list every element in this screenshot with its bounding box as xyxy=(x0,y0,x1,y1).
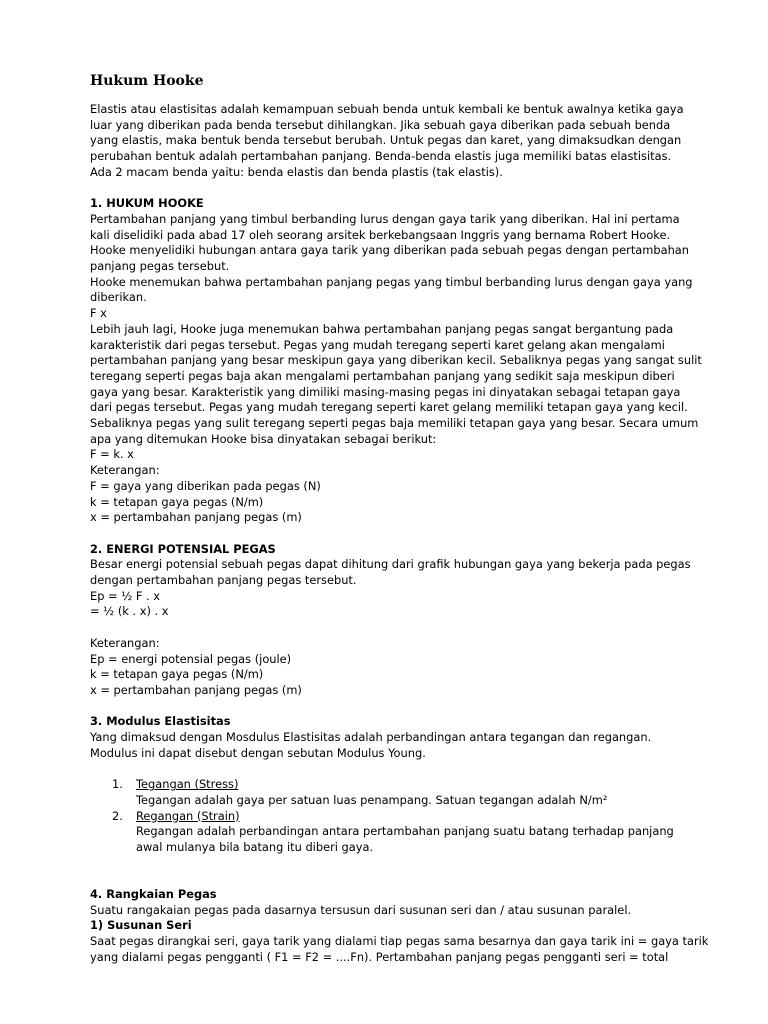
section1-line: pertambahan panjang yang besar meskipun gaya yang diberikan kecil. Sebaliknya pegas yang sangat sulit xyxy=(90,353,702,368)
section4-line: yang dialami pegas pengganti ( F1 = F2 = ....Fn). Pertambahan panjang pegas pengganti seri = total xyxy=(90,949,669,964)
section1-line: teregang seperti pegas baja akan mengalami pertambahan panjang yang sedikit saja meskipun diberi xyxy=(90,368,675,383)
formula-f-kx: F = k. x xyxy=(90,447,134,462)
section1-line: Hooke menyelidiki hubungan antara gaya tarik yang diberikan pada sebuah pegas dengan pertambahan xyxy=(90,243,689,258)
section4-line: Saat pegas dirangkai seri, gaya tarik yang dialami tiap pegas sama besarnya dan gaya tarik ini = gaya tarik xyxy=(90,934,709,949)
section-heading-hukum-hooke: 1. HUKUM HOOKE xyxy=(90,196,204,211)
spacer xyxy=(90,181,710,197)
spacer xyxy=(90,699,710,715)
keterangan-label: Keterangan: xyxy=(90,463,160,478)
section2-line: dengan pertambahan panjang pegas tersebut. xyxy=(90,573,357,588)
section1-line: dari pegas tersebut. Pegas yang mudah teregang seperti karet gelang memiliki tetapan gaya yang kecil. xyxy=(90,400,688,415)
formula-ep: Ep = ½ F . x xyxy=(90,588,161,603)
section1-line: panjang pegas tersebut. xyxy=(90,259,230,274)
section1-line: diberikan. xyxy=(90,290,147,305)
intro-line: yang elastis, maka bentuk benda tersebut berubah. Untuk pegas dan karet, yang dimaksudkan dengan xyxy=(90,133,682,148)
numbered-list xyxy=(90,777,710,856)
list-item-text: Regangan adalah perbandingan antara pertambahan panjang suatu batang terhadap panjang xyxy=(136,824,674,839)
section1-line: karakteristik dari pegas tersebut. Pegas yang mudah teregang seperti karet gelang akan mengalami xyxy=(90,337,665,352)
section3-line: Modulus ini dapat disebut dengan sebutan Modulus Young. xyxy=(90,745,426,760)
list-item-text: Tegangan adalah gaya per satuan luas penampang. Satuan tegangan adalah N/m² xyxy=(136,792,608,807)
intro-line: luar yang diberikan pada benda tersebut dihilangkan. Jika sebuah gaya diberikan pada sebuah benda xyxy=(90,117,671,132)
definition-line: Ep = energi potensial pegas (joule) xyxy=(90,651,292,666)
definition-line: k = tetapan gaya pegas (N/m) xyxy=(90,494,264,509)
list-item xyxy=(90,777,710,808)
section1-line: gaya yang besar. Karakteristik yang dimiliki masing-masing pegas ini dinyatakan sebagai tetapan gaya xyxy=(90,384,681,399)
section3-line: Yang dimaksud dengan Mosdulus Elastisitas adalah perbandingan antara tegangan dan regangan. xyxy=(90,730,652,745)
intro-line: perubahan bentuk adalah pertambahan panjang. Benda-benda elastis juga memiliki batas elastisitas. xyxy=(90,149,672,164)
document-page xyxy=(90,72,710,966)
section-heading-energi-potensial: 2. ENERGI POTENSIAL PEGAS xyxy=(90,541,276,556)
spacer xyxy=(90,871,710,887)
section2-line: Besar energi potensial sebuah pegas dapat dihitung dari grafik hubungan gaya yang bekerja pada pegas xyxy=(90,557,691,572)
section1-line: apa yang ditemukan Hooke bisa dinyatakan sebagai berikut: xyxy=(90,431,437,446)
spacer xyxy=(90,761,710,777)
list-number: 1. xyxy=(112,777,123,792)
formula-ep-expanded: = ½ (k . x) . x xyxy=(90,604,169,619)
list-item-text: awal mulanya bila batang itu diberi gaya. xyxy=(136,839,374,854)
section1-line: Lebih jauh lagi, Hooke juga menemukan bahwa pertambahan panjang pegas sangat bergantung pada xyxy=(90,321,674,336)
formula-f-x: F x xyxy=(90,306,107,321)
list-item-title: Regangan (Strain) xyxy=(136,808,240,823)
spacer xyxy=(90,856,710,872)
section1-line: Pertambahan panjang yang timbul berbanding lurus dengan gaya tarik yang diberikan. Hal ini pertama xyxy=(90,211,680,226)
definition-line: x = pertambahan panjang pegas (m) xyxy=(90,510,302,525)
section1-line: Hooke menemukan bahwa pertambahan panjang pegas yang timbul berbanding lurus dengan gaya yang xyxy=(90,274,693,289)
list-item-title: Tegangan (Stress) xyxy=(136,777,239,792)
definition-line: x = pertambahan panjang pegas (m) xyxy=(90,682,302,697)
section-heading-modulus-elastisitas: 3. Modulus Elastisitas xyxy=(90,714,231,729)
subheading-susunan-seri: 1) Susunan Seri xyxy=(90,918,192,933)
intro-line: Elastis atau elastisitas adalah kemampuan sebuah benda untuk kembali ke bentuk awalnya ketika gaya xyxy=(90,102,684,116)
section1-line: kali diselidiki pada abad 17 oleh seorang arsitek berkebangsaan Inggris yang bernama Robert Hooke. xyxy=(90,227,671,242)
section-heading-rangkaian-pegas: 4. Rangkaian Pegas xyxy=(90,887,217,902)
intro-line: Ada 2 macam benda yaitu: benda elastis dan benda plastis (tak elastis). xyxy=(90,164,503,179)
keterangan-label: Keterangan: xyxy=(90,635,160,650)
section1-line: Sebaliknya pegas yang sulit teregang seperti pegas baja memiliki tetapan gaya yang besar. Secara umum xyxy=(90,416,699,431)
list-item xyxy=(90,809,710,856)
spacer xyxy=(90,620,710,636)
intro-paragraph xyxy=(90,102,710,966)
spacer xyxy=(90,526,710,542)
list-number: 2. xyxy=(112,808,123,823)
definition-line: k = tetapan gaya pegas (N/m) xyxy=(90,667,264,682)
document-title: Hukum Hooke xyxy=(90,73,204,89)
definition-line: F = gaya yang diberikan pada pegas (N) xyxy=(90,478,321,493)
section4-line: Suatu rangakaian pegas pada dasarnya tersusun dari susunan seri dan / atau susunan paralel. xyxy=(90,902,632,917)
